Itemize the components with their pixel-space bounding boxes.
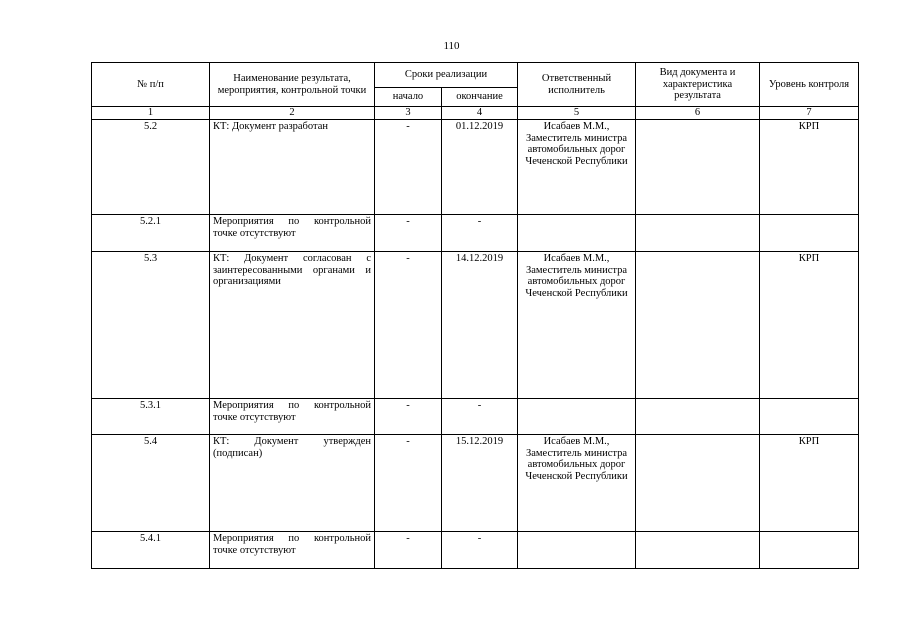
row-end: - bbox=[442, 399, 518, 435]
row-end: 15.12.2019 bbox=[442, 435, 518, 532]
row-start: - bbox=[375, 252, 442, 399]
row-responsible bbox=[518, 532, 636, 569]
column-number: 6 bbox=[636, 107, 760, 120]
table-row bbox=[92, 532, 859, 569]
row-name: КТ: Документ разработан bbox=[210, 120, 375, 215]
row-name: КТ: Документ согласован с заинтересованными органами и организациями bbox=[210, 252, 375, 399]
row-doc bbox=[636, 435, 760, 532]
row-control bbox=[760, 215, 859, 252]
table-row bbox=[92, 435, 859, 532]
row-doc bbox=[636, 252, 760, 399]
control-points-table bbox=[91, 62, 859, 569]
column-number: 2 bbox=[210, 107, 375, 120]
row-control bbox=[760, 399, 859, 435]
header-terms: Сроки реализации bbox=[375, 63, 518, 88]
table-row bbox=[92, 215, 859, 252]
table-row bbox=[92, 399, 859, 435]
header-start: начало bbox=[375, 88, 442, 107]
row-doc bbox=[636, 532, 760, 569]
row-control: КРП bbox=[760, 120, 859, 215]
row-start: - bbox=[375, 399, 442, 435]
row-responsible: Исабаев М.М., Заместитель министра автомобильных дорог Чеченской Республики bbox=[518, 120, 636, 215]
row-num: 5.2.1 bbox=[92, 215, 210, 252]
column-number: 1 bbox=[92, 107, 210, 120]
row-num: 5.3 bbox=[92, 252, 210, 399]
column-number: 5 bbox=[518, 107, 636, 120]
row-start: - bbox=[375, 532, 442, 569]
header-end: окончание bbox=[442, 88, 518, 107]
row-doc bbox=[636, 399, 760, 435]
header-name: Наименование результата, мероприятия, контрольной точки bbox=[210, 63, 375, 107]
row-num: 5.2 bbox=[92, 120, 210, 215]
column-number: 4 bbox=[442, 107, 518, 120]
row-num: 5.3.1 bbox=[92, 399, 210, 435]
row-num: 5.4 bbox=[92, 435, 210, 532]
header-num: № п/п bbox=[92, 63, 210, 107]
column-number: 7 bbox=[760, 107, 859, 120]
header-doc-type: Вид документа и характеристика результата bbox=[636, 63, 760, 107]
row-doc bbox=[636, 120, 760, 215]
header-control-level: Уровень контроля bbox=[760, 63, 859, 107]
row-responsible bbox=[518, 399, 636, 435]
row-start: - bbox=[375, 435, 442, 532]
row-control bbox=[760, 532, 859, 569]
table-row bbox=[92, 252, 859, 399]
row-control: КРП bbox=[760, 252, 859, 399]
row-responsible bbox=[518, 215, 636, 252]
row-start: - bbox=[375, 120, 442, 215]
row-end: 01.12.2019 bbox=[442, 120, 518, 215]
header-responsible: Ответственный исполнитель bbox=[518, 63, 636, 107]
row-name: Мероприятия по контрольной точке отсутствуют bbox=[210, 399, 375, 435]
column-number: 3 bbox=[375, 107, 442, 120]
row-control: КРП bbox=[760, 435, 859, 532]
row-end: 14.12.2019 bbox=[442, 252, 518, 399]
page-number: 110 bbox=[443, 40, 460, 52]
row-responsible: Исабаев М.М., Заместитель министра автомобильных дорог Чеченской Республики bbox=[518, 435, 636, 532]
row-doc bbox=[636, 215, 760, 252]
row-end: - bbox=[442, 532, 518, 569]
column-number-row bbox=[92, 107, 859, 120]
row-name: Мероприятия по контрольной точке отсутствуют bbox=[210, 532, 375, 569]
row-name: Мероприятия по контрольной точке отсутствуют bbox=[210, 215, 375, 252]
row-start: - bbox=[375, 215, 442, 252]
row-num: 5.4.1 bbox=[92, 532, 210, 569]
row-responsible: Исабаев М.М., Заместитель министра автомобильных дорог Чеченской Республики bbox=[518, 252, 636, 399]
row-end: - bbox=[442, 215, 518, 252]
table-row bbox=[92, 120, 859, 215]
row-name: КТ: Документ утвержден (подписан) bbox=[210, 435, 375, 532]
